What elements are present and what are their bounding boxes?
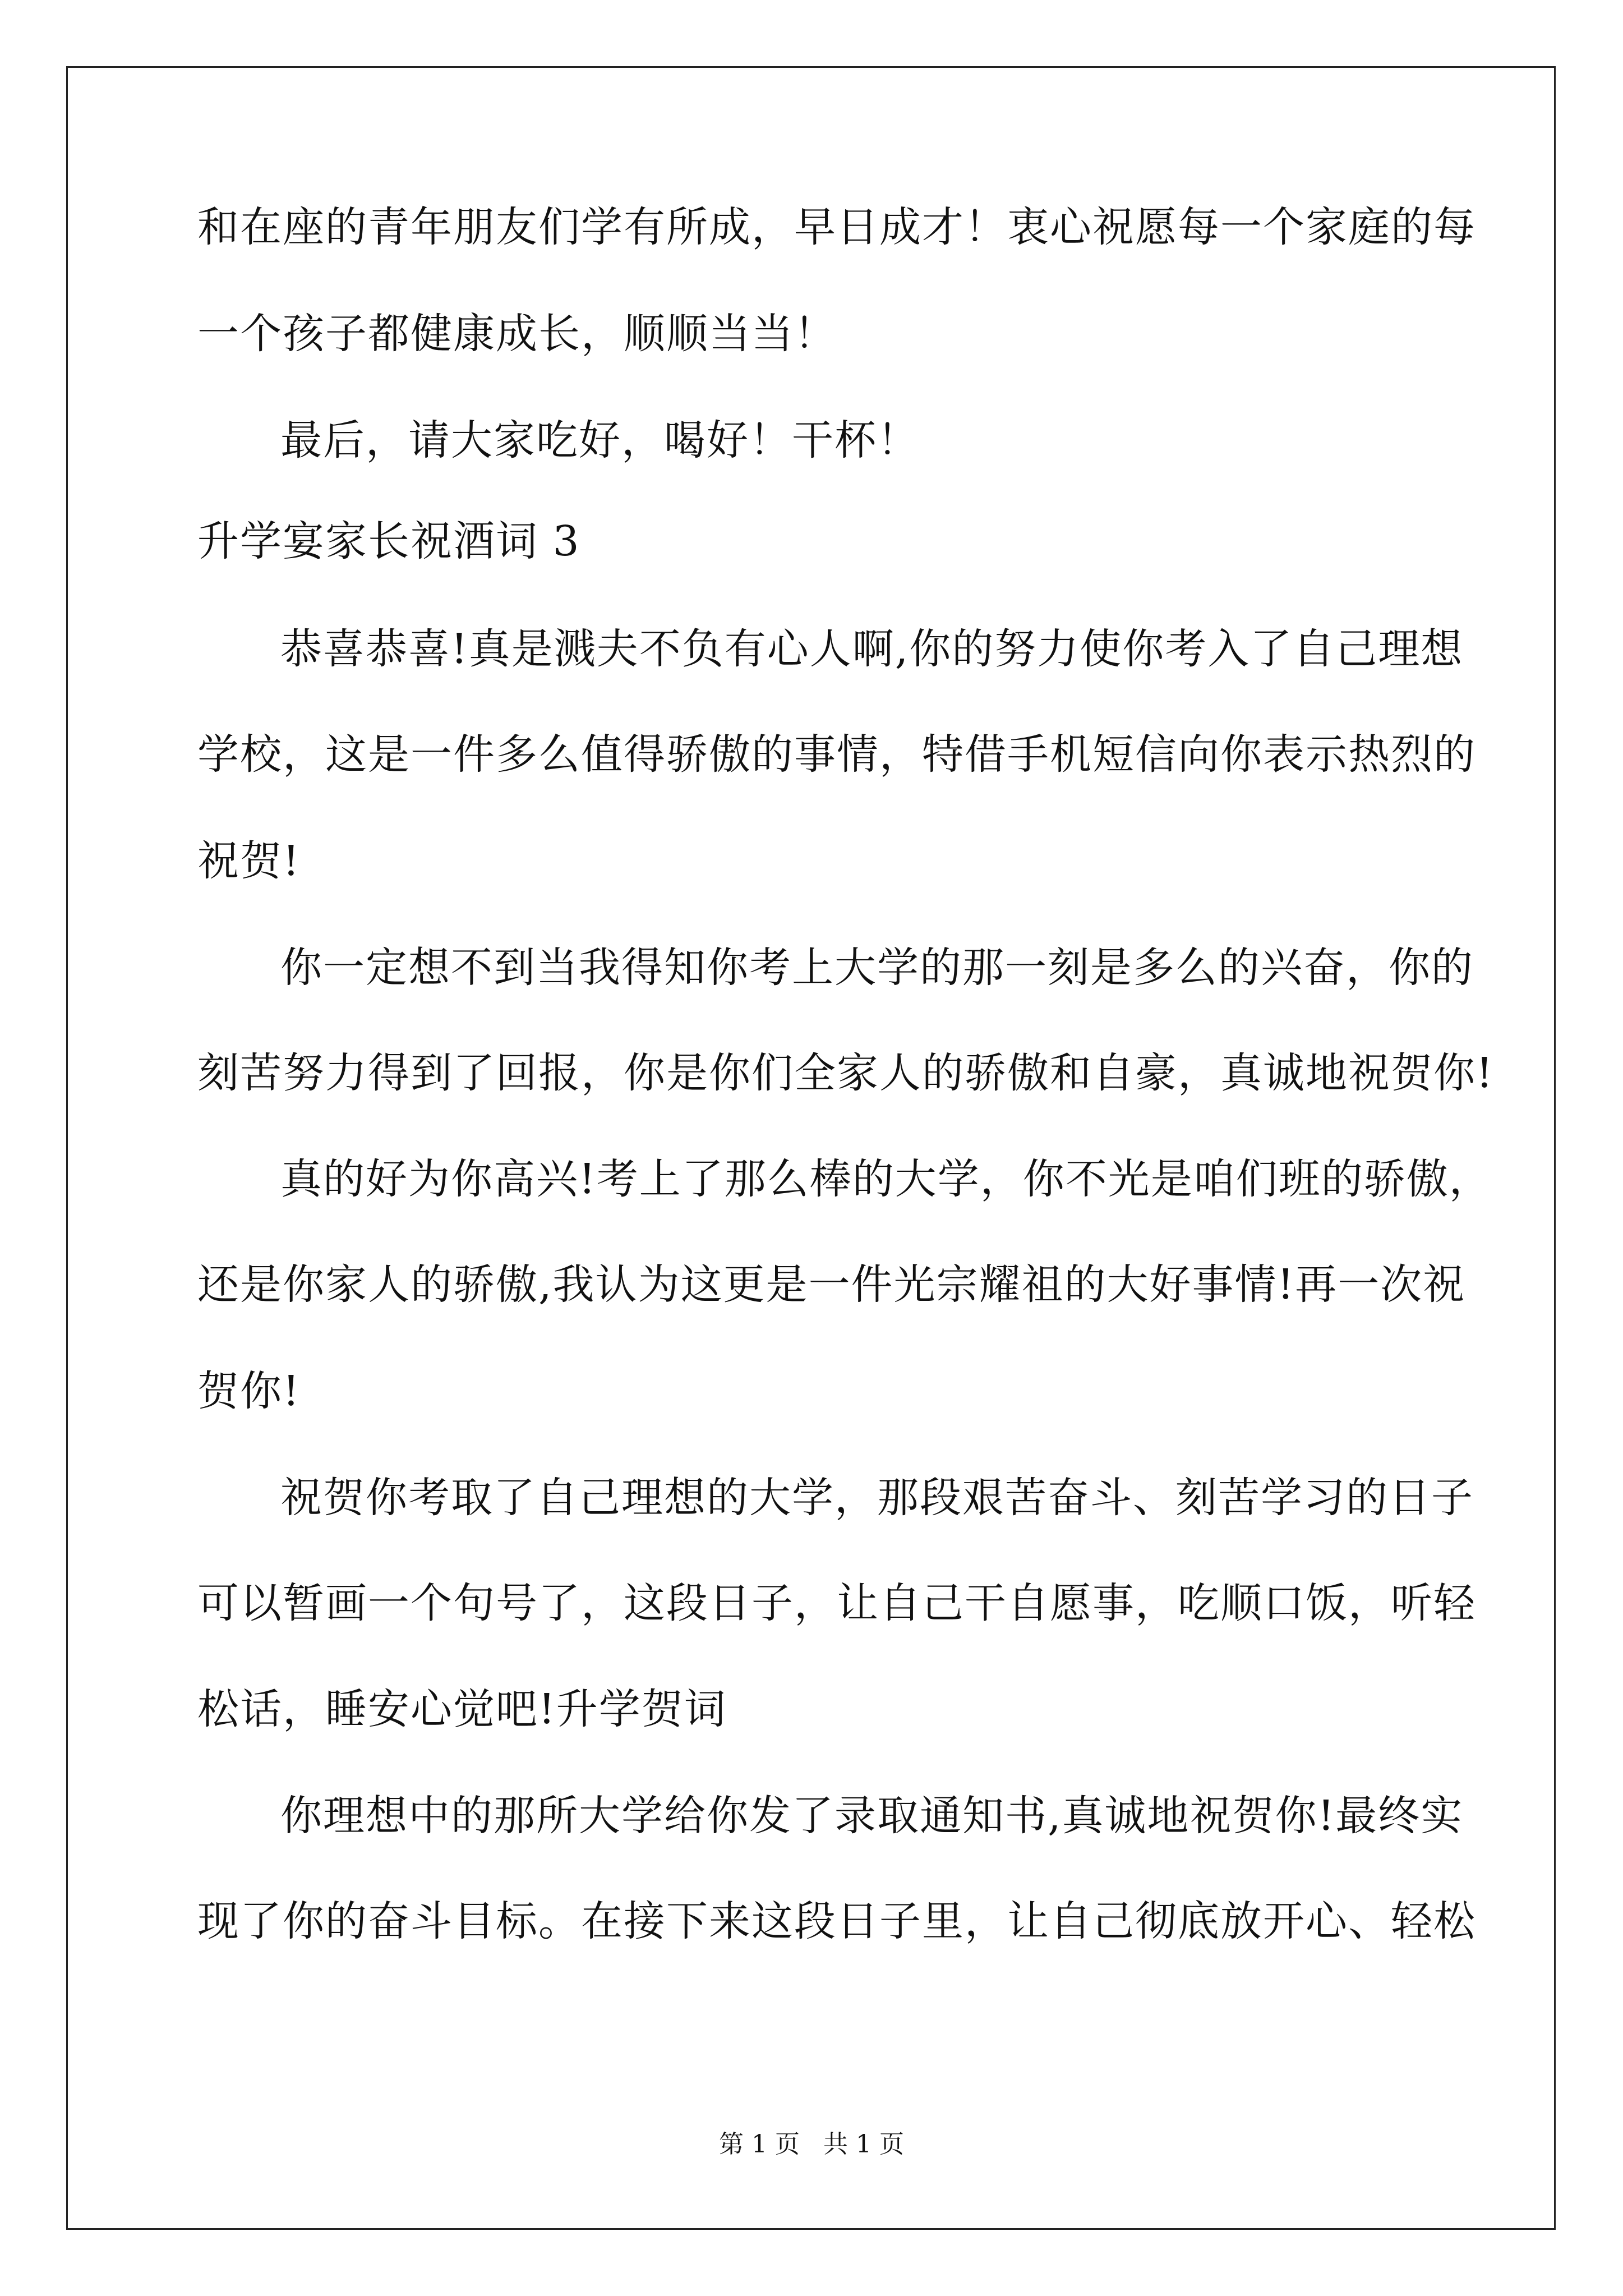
- text-line: 祝贺你考取了自己理想的大学，那段艰苦奋斗、刻苦学习的日子: [280, 1474, 1474, 1522]
- page-number: 第 1 页: [719, 2130, 800, 2159]
- text-line: 现了你的奋斗目标。在接下来这段日子里，让自己彻底放开心、轻松: [197, 1897, 1476, 1945]
- text-line: 松话，睡安心觉吧!升学贺词: [197, 1685, 727, 1733]
- text-line: 真的好为你高兴!考上了那么棒的大学，你不光是咱们班的骄傲，: [280, 1155, 1492, 1203]
- text-line: 你一定想不到当我得知你考上大学的那一刻是多么的兴奋，你的: [280, 944, 1474, 992]
- text-line: 学校，这是一件多么值得骄傲的事情，特借手机短信向你表示热烈的: [197, 730, 1476, 779]
- text-line: 和在座的青年朋友们学有所成，早日成才！衷心祝愿每一个家庭的每: [197, 203, 1476, 251]
- text-line: 刻苦努力得到了回报，你是你们全家人的骄傲和自豪，真诚地祝贺你!: [197, 1049, 1494, 1097]
- section-heading: 升学宴家长祝酒词 3: [197, 517, 580, 565]
- page-footer: [0, 2129, 1623, 2160]
- text-line: 可以暂画一个句号了，这段日子，让自己干自愿事，吃顺口饭，听轻: [197, 1579, 1476, 1627]
- text-line: 最后，请大家吃好，喝好！干杯！: [280, 416, 920, 464]
- text-line: 贺你!: [197, 1367, 301, 1415]
- text-line: 祝贺!: [197, 837, 301, 885]
- page-total: 共 1 页: [823, 2130, 904, 2159]
- text-line: 还是你家人的骄傲,我认为这更是一件光宗耀祖的大好事情!再一次祝: [197, 1260, 1466, 1309]
- text-line: 一个孩子都健康成长，顺顺当当！: [197, 310, 837, 358]
- text-line: 你理想中的那所大学给你发了录取通知书,真诚地祝贺你!最终实: [280, 1792, 1464, 1840]
- text-line: 恭喜恭喜!真是溅夫不负有心人啊,你的努力使你考入了自己理想: [280, 625, 1464, 673]
